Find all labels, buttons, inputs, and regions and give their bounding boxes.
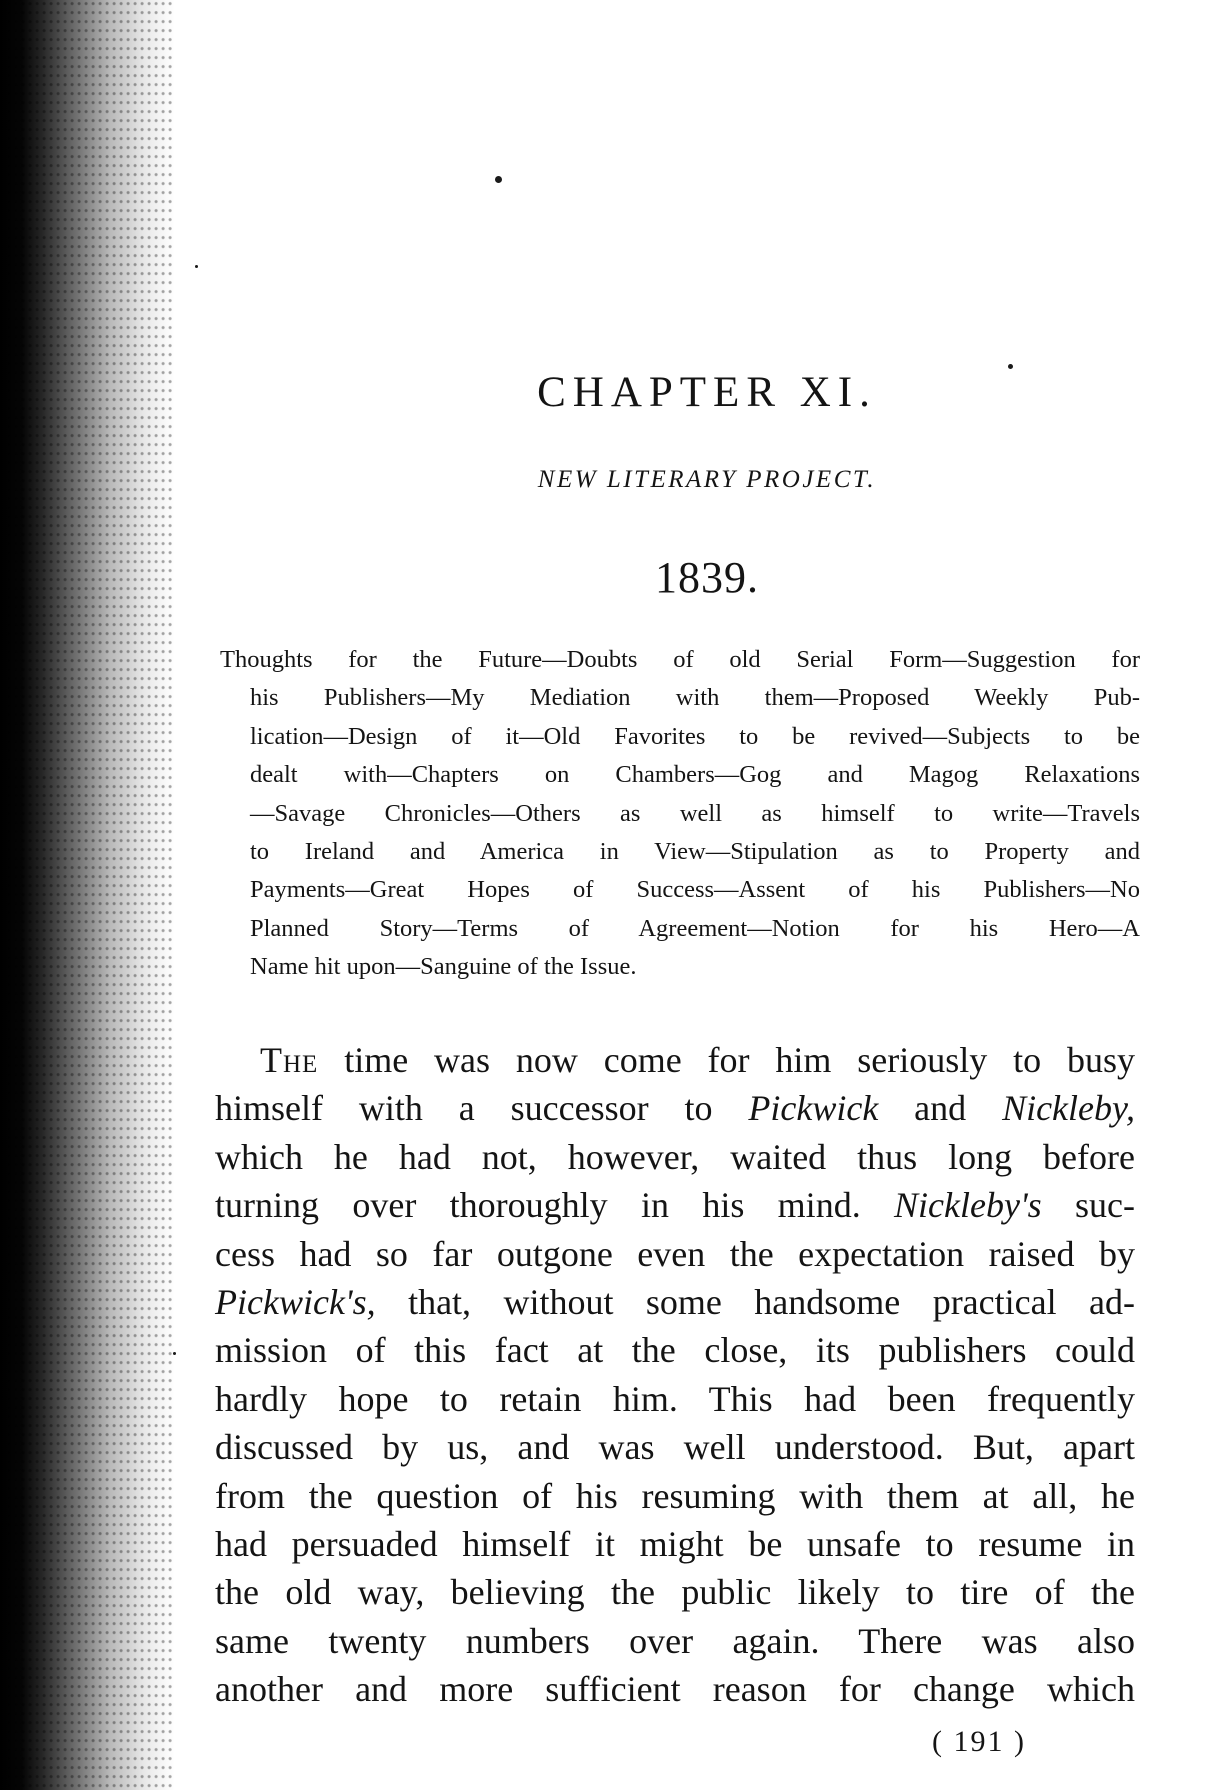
book-title-nickleby: Nickleby, — [1002, 1088, 1136, 1129]
ink-speck — [195, 265, 198, 268]
body-line — [215, 1278, 1135, 1326]
ink-speck — [495, 176, 502, 183]
body-text-run: suc- — [1041, 1185, 1135, 1226]
body-text-run: turning over thoroughly in his mind. — [215, 1185, 895, 1226]
binding-gutter-shadow — [0, 0, 175, 1790]
body-line: mission of this fact at the close, its publishers could — [215, 1330, 1135, 1371]
book-title-nickleby: Nickleby's — [894, 1185, 1042, 1226]
synopsis-line: Thoughts for the Future—Doubts of old Serial Form—Suggestion for — [220, 646, 1140, 673]
synopsis-line: to Ireland and America in View—Stipulation as to Property and — [250, 838, 1140, 866]
body-line: had persuaded himself it might be unsafe to resume in — [215, 1524, 1135, 1565]
body-line: hardly hope to retain him. This had been frequently — [215, 1378, 1135, 1419]
synopsis-line: dealt with—Chapters on Chambers—Gog and Magog Relaxations — [250, 761, 1140, 789]
ink-speck — [173, 1352, 176, 1355]
lead-word: The — [260, 1040, 319, 1080]
body-line: same twenty numbers over again. There was also — [215, 1620, 1135, 1661]
body-line: another and more sufficient reason for change which — [215, 1669, 1135, 1710]
body-line: cess had so far outgone even the expectation raised by — [215, 1233, 1135, 1274]
synopsis-line: Payments—Great Hopes of Success—Assent of his Publishers—No — [250, 876, 1140, 904]
body-text-run: time was now come for him seriously to busy — [318, 1040, 1135, 1080]
body-line — [215, 1036, 1135, 1084]
body-paragraph — [215, 1036, 1135, 1714]
body-line: the old way, believing the public likely to tire of the — [215, 1572, 1135, 1613]
book-title-pickwick: Pickwick — [748, 1088, 879, 1129]
synopsis-line: lication—Design of it—Old Favorites to be revived—Subjects to be — [250, 722, 1140, 750]
chapter-year: 1839. — [655, 553, 759, 602]
page-number: ( 191 ) — [932, 1725, 1026, 1758]
body-line: which he had not, however, waited thus long before — [215, 1136, 1135, 1177]
synopsis-line: his Publishers—My Mediation with them—Proposed Weekly Pub- — [250, 684, 1140, 712]
body-text-run: himself with a successor to — [215, 1088, 749, 1129]
body-line: from the question of his resuming with them at all, he — [215, 1475, 1135, 1516]
chapter-subtitle: NEW LITERARY PROJECT. — [537, 466, 877, 493]
body-line — [215, 1181, 1135, 1229]
body-text-run: and — [878, 1088, 1003, 1129]
synopsis-line: Planned Story—Terms of Agreement—Notion for his Hero—A — [250, 914, 1140, 942]
body-line — [215, 1084, 1135, 1132]
synopsis-line: Name hit upon—Sanguine of the Issue. — [250, 953, 637, 981]
chapter-title: CHAPTER XI. — [537, 369, 877, 416]
synopsis-line: —Savage Chronicles—Others as well as himself to write—Travels — [250, 799, 1140, 827]
body-text-run: that, without some handsome practical ad- — [375, 1282, 1135, 1323]
body-line: discussed by us, and was well understood. But, apart — [215, 1427, 1135, 1468]
chapter-synopsis — [220, 641, 1140, 987]
book-title-pickwick: Pickwick's, — [215, 1282, 376, 1323]
